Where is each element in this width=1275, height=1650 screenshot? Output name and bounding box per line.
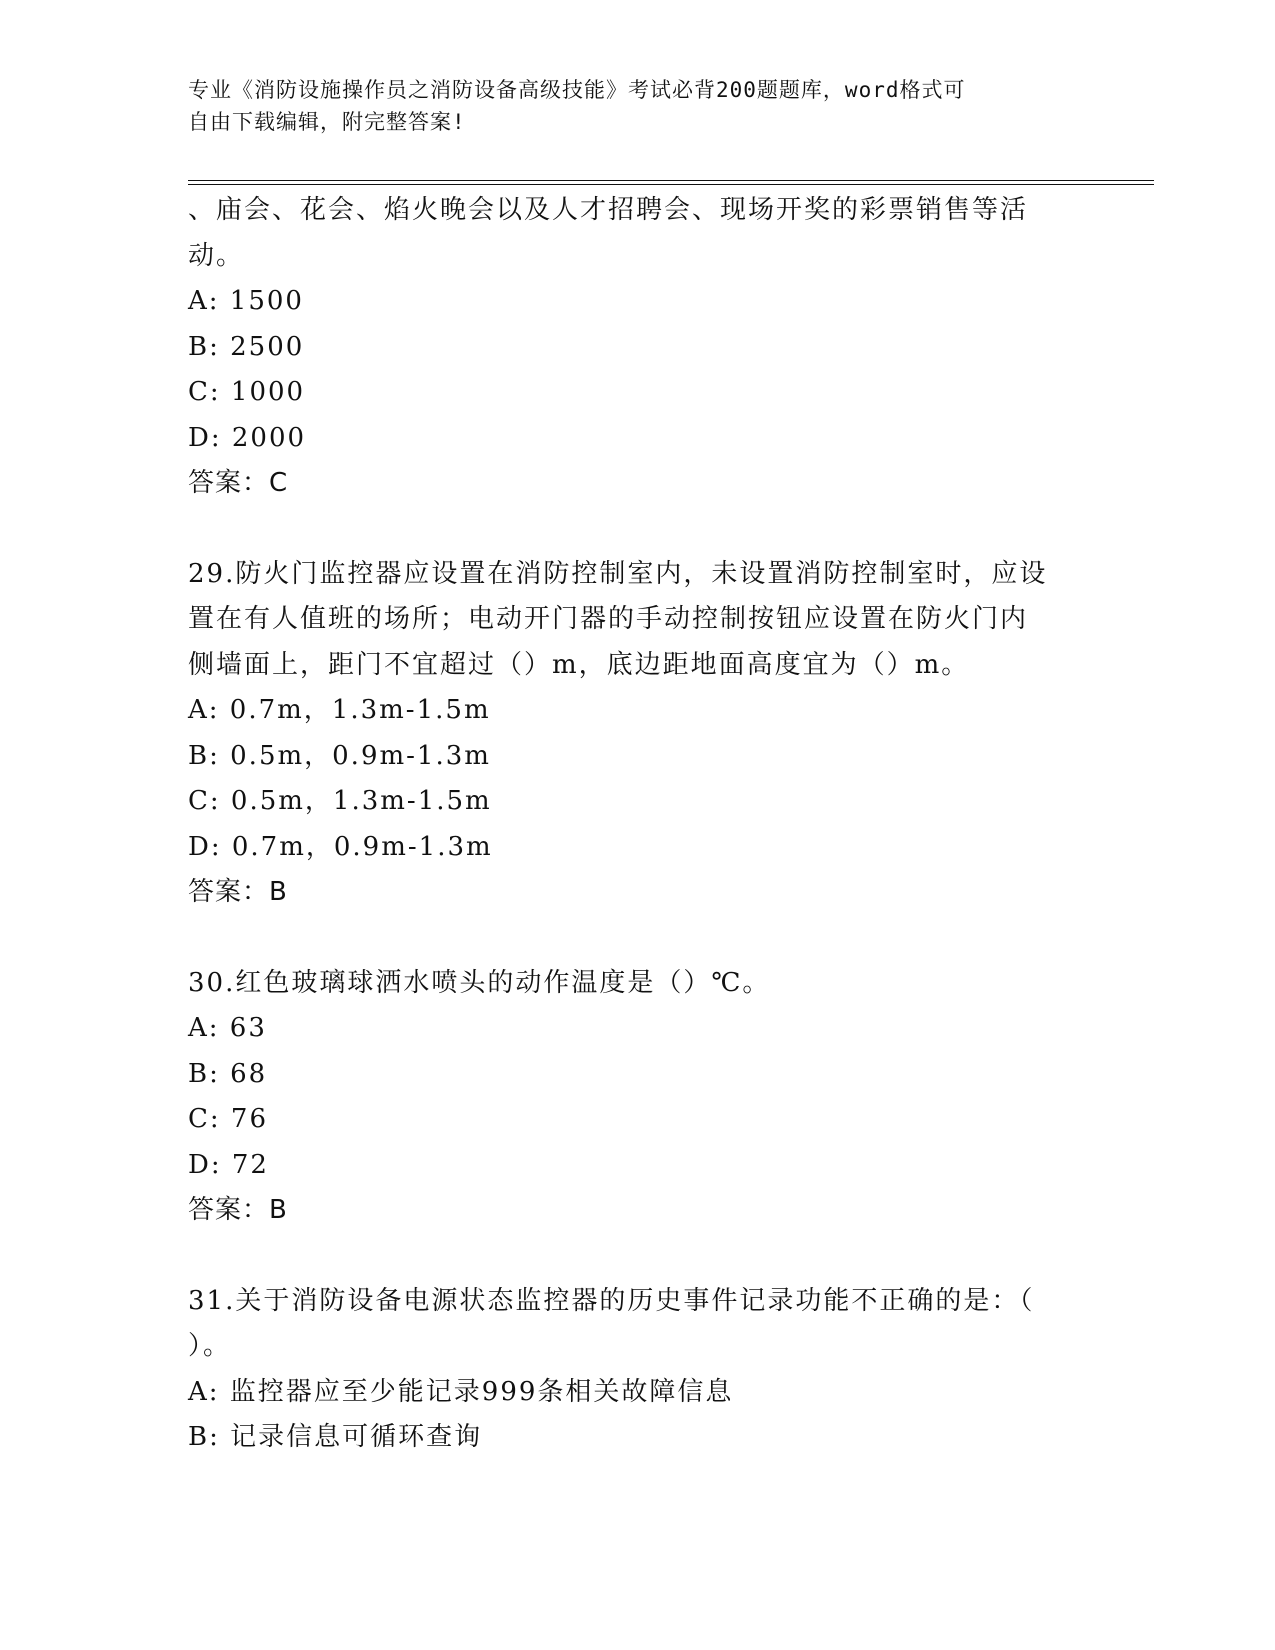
option-d: D: 72 [188, 1149, 269, 1180]
question-text-line: 30.红色玻璃球洒水喷头的动作温度是（）℃。 [188, 967, 771, 998]
header-line-1: 专业《消防设施操作员之消防设备高级技能》考试必背200题题库，word格式可 [188, 78, 966, 102]
option-a: A: 1500 [188, 286, 304, 316]
header-rule-top [188, 180, 1154, 181]
question-block [188, 1279, 1088, 1461]
option-b: B: 0.5m，0.9m-1.3m [188, 740, 491, 771]
question-text-line: 、庙会、花会、焰火晚会以及人才招聘会、现场开奖的彩票销售等活 [188, 195, 1029, 225]
option-d: D: 0.7m，0.9m-1.3m [188, 831, 493, 862]
option-b: B: 68 [188, 1058, 268, 1089]
question-block [188, 552, 1088, 916]
option-a: A: 63 [188, 1013, 267, 1043]
option-c: C: 1000 [188, 377, 306, 407]
answer-line: 答案：B [188, 877, 288, 907]
option-a: A: 0.7m，1.3m-1.5m [188, 695, 491, 725]
header-line-2: 自由下载编辑，附完整答案! [188, 110, 466, 134]
header-rule-bottom [188, 184, 1154, 185]
question-text-line: 置在有人值班的场所；电动开门器的手动控制按钮应设置在防火门内 [188, 604, 1029, 634]
question-list [188, 188, 1088, 1461]
option-b: B: 记录信息可循环查询 [188, 1422, 483, 1452]
option-c: C: 76 [188, 1104, 269, 1134]
document-header [188, 74, 1068, 138]
option-c: C: 0.5m，1.3m-1.5m [188, 786, 492, 816]
option-b: B: 2500 [188, 331, 305, 362]
question-block [188, 961, 1088, 1234]
question-text-line: 29.防火门监控器应设置在消防控制室内，未设置消防控制室时，应设 [188, 558, 1048, 589]
question-text-line: 侧墙面上，距门不宜超过（）m，底边距地面高度宜为（）m。 [188, 649, 970, 680]
answer-line: 答案：C [188, 468, 289, 498]
question-text-line: ）。 [188, 1331, 232, 1361]
option-a: A: 监控器应至少能记录999条相关故障信息 [188, 1376, 734, 1407]
question-text-line: 动。 [188, 240, 245, 271]
question-block [188, 188, 1088, 507]
option-d: D: 2000 [188, 422, 307, 453]
answer-line: 答案：B [188, 1195, 288, 1225]
question-text-line: 31.关于消防设备电源状态监控器的历史事件记录功能不正确的是：（ [188, 1285, 1035, 1316]
